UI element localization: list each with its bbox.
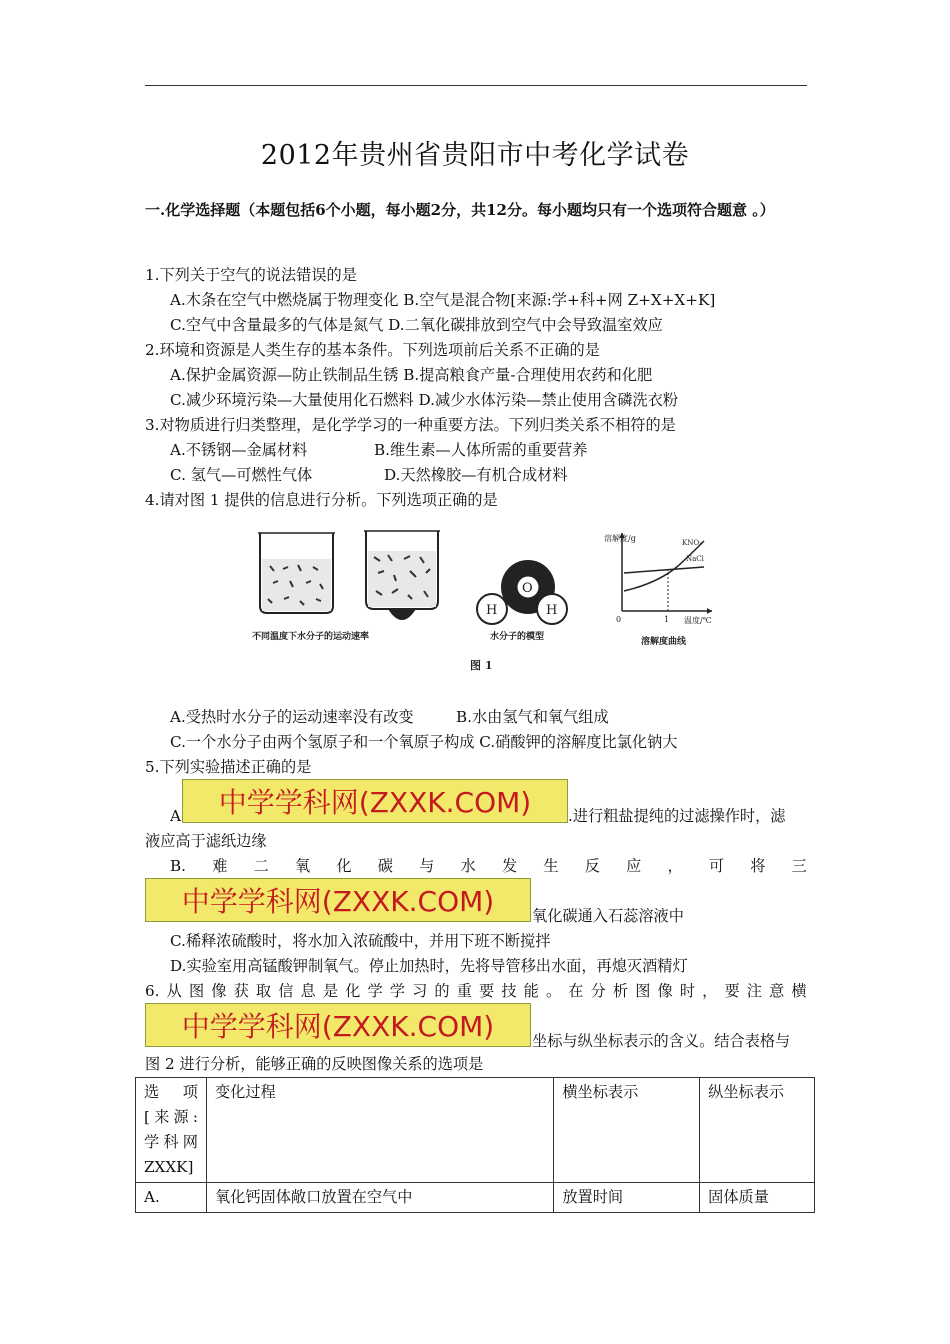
watermark-text: 中学学科网(ZXXK.COM) xyxy=(181,1010,495,1043)
table-cell-process: 氧化钙固体敞口放置在空气中 xyxy=(206,1183,553,1213)
table-row xyxy=(136,1183,815,1213)
q4-stem: 4.请对图 1 提供的信息进行分析。下列选项正确的是 xyxy=(145,491,498,509)
atom-o-label: O xyxy=(522,581,533,596)
beaker-cold xyxy=(258,533,335,613)
q5-option-b xyxy=(170,854,807,879)
q5-b-char: 将 xyxy=(750,857,766,875)
beaker-hot xyxy=(364,531,440,620)
q3-option-b: B.维生素—人体所需的重要营养 xyxy=(374,441,588,459)
q1-stem: 1.下列关于空气的说法错误的是 xyxy=(145,266,357,284)
curve-nacl-label: NaCl xyxy=(686,555,704,563)
q5-b-char: 发 xyxy=(501,857,518,875)
watermark-text: 中学学科网(ZXXK.COM) xyxy=(218,786,532,819)
table-cell-x-axis: 放置时间 xyxy=(554,1183,700,1213)
q6-cont-1: 坐标与纵坐标表示的含义。结合表格与 xyxy=(532,1032,791,1050)
q6-char: 分 xyxy=(590,982,606,1000)
q6-char: 学 xyxy=(389,982,405,1000)
q5-option-a-prefix: A xyxy=(170,807,181,825)
q5-b-char: B. xyxy=(170,857,186,875)
q5-b-char: 与 xyxy=(419,857,435,875)
q5-b-char: 难 xyxy=(212,857,228,875)
q6-char: 。 xyxy=(545,982,562,1000)
table-header-option-text: 选 项 [来源:学科网 ZXXK] xyxy=(144,1083,198,1176)
q5-b-char: 生 xyxy=(543,857,559,875)
q6-char: 析 xyxy=(612,982,629,1000)
table-header-y-axis: 纵坐标表示 xyxy=(700,1078,815,1183)
q6-stem xyxy=(145,979,807,1004)
q2-stem: 2.环境和资源是人类生存的基本条件。下列选项前后关系不正确的是 xyxy=(145,341,600,359)
q5-b-char: 碳 xyxy=(377,857,393,875)
page-title: 2012年贵州省贵阳市中考化学试卷 xyxy=(260,140,690,171)
q5-b-char: 可 xyxy=(708,857,725,875)
q6-char: 学 xyxy=(367,982,383,1000)
q6-char: 意 xyxy=(769,982,785,1000)
q5-option-d: D.实验室用高锰酸钾制氧气。停止加热时，先将导管移出水面，再熄灭酒精灯 xyxy=(170,957,688,975)
q6-char: 图 xyxy=(635,982,651,1000)
q5-b-char: 化 xyxy=(336,857,352,875)
q5-b-char: 反 xyxy=(584,857,600,875)
atom-h-left-label: H xyxy=(486,603,498,618)
q6-char: 时 xyxy=(679,982,695,1000)
q6-char: 要 xyxy=(479,982,495,1000)
watermark-banner xyxy=(145,878,531,922)
q3-option-c: C. 氢气—可燃性气体 xyxy=(170,466,313,484)
q6-char: 6. xyxy=(145,982,160,1000)
q6-char: 取 xyxy=(255,982,272,1000)
q5-option-a-text: .进行粗盐提纯的过滤操作时，滤 xyxy=(568,807,786,825)
section-heading: 一.化学选择题（本题包括6个小题，每小题2分，共12分。每小题均只有一个选项符合题意 。） xyxy=(145,201,775,219)
q6-char: 像 xyxy=(657,982,673,1000)
table-header-process: 变化过程 xyxy=(206,1078,553,1183)
q6-char: 能 xyxy=(523,982,539,1000)
q6-char: 息 xyxy=(300,982,316,1000)
solubility-curve xyxy=(604,533,712,625)
q6-char: 的 xyxy=(434,982,450,1000)
water-molecule-model xyxy=(477,560,567,624)
watermark-banner xyxy=(145,1003,531,1047)
axis-y-label: 溶解度/g xyxy=(604,534,636,543)
q6-char: 在 xyxy=(568,982,584,1000)
q2-options-cd: C.减少环境污染—大量使用化石燃料 D.减少水体污染—禁止使用含磷洗衣粉 xyxy=(170,391,679,409)
q6-char: 化 xyxy=(345,982,361,1000)
caption-beakers: 不同温度下水分子的运动速率 xyxy=(252,632,370,642)
q5-option-c: C.稀释浓硫酸时，将水加入浓硫酸中，并用下班不断搅拌 xyxy=(170,932,551,950)
q5-b-char: 水 xyxy=(460,857,476,875)
q6-char: 重 xyxy=(456,982,472,1000)
figure-label: 图 1 xyxy=(470,659,493,672)
q5-b-char: 二 xyxy=(253,857,269,875)
q4-option-a: A.受热时水分子的运动速率没有改变 xyxy=(170,708,414,726)
q5-b-char: 应 xyxy=(626,857,642,875)
table-header-x-axis: 横坐标表示 xyxy=(554,1078,700,1183)
q6-char: 获 xyxy=(233,982,249,1000)
curve-kno3-label: KNO₃ xyxy=(682,539,702,547)
options-table xyxy=(135,1077,815,1213)
q2-options-ab: A.保护金属资源—防止铁制品生锈 B.提高粮食产量-合理使用农药和化肥 xyxy=(170,366,653,384)
q6-char: 从 xyxy=(166,982,182,1000)
table-header-row xyxy=(136,1078,815,1183)
caption-molecule: 水分子的模型 xyxy=(490,632,545,642)
origin-label: 0 xyxy=(616,615,622,624)
q6-char: 是 xyxy=(322,982,338,1000)
watermark-banner xyxy=(182,779,568,823)
q6-char: 习 xyxy=(412,982,428,1000)
q6-char: 横 xyxy=(791,982,807,1000)
q6-char: 图 xyxy=(188,982,205,1000)
axis-x-label: 温度/℃ xyxy=(684,616,712,625)
table-header-option xyxy=(136,1078,207,1183)
tick-x-label: 1 xyxy=(664,615,670,624)
table-cell-y-axis: 固体质量 xyxy=(700,1183,815,1213)
q6-char: 技 xyxy=(501,982,517,1000)
watermark-text: 中学学科网(ZXXK.COM) xyxy=(181,885,495,918)
q5-b-char: 三 xyxy=(791,857,807,875)
q5-b-char: ， xyxy=(667,857,683,875)
q3-option-d: D.天然橡胶—有机合成材料 xyxy=(384,466,568,484)
q1-options-ab: A.木条在空气中燃烧属于物理变化 B.空气是混合物[来源:学+科+网 Z+X+X+K] xyxy=(170,291,716,309)
table-cell-option: A. xyxy=(136,1183,207,1213)
q4-option-b: B.水由氢气和氧气组成 xyxy=(456,708,609,726)
caption-curve: 溶解度曲线 xyxy=(641,637,687,647)
q3-stem: 3.对物质进行归类整理，是化学学习的一种重要方法。下列归类关系不相符的是 xyxy=(145,416,676,434)
q4-options-cd: C.一个水分子由两个氢原子和一个氧原子构成 C.硝酸钾的溶解度比氯化钠大 xyxy=(170,733,678,751)
header-rule xyxy=(145,85,807,86)
q5-option-b-cont: 氧化碳通入石蕊溶液中 xyxy=(532,907,684,925)
q6-char: 信 xyxy=(278,982,294,1000)
q6-char: 要 xyxy=(724,982,740,1000)
q5-option-a-cont: 液应高于滤纸边缘 xyxy=(145,832,267,850)
q6-char: ， xyxy=(702,982,718,1000)
q5-b-char: 氧 xyxy=(294,857,311,875)
q5-stem: 5.下列实验描述正确的是 xyxy=(145,758,312,776)
q6-char: 注 xyxy=(746,982,762,1000)
q6-char: 像 xyxy=(211,982,227,1000)
q6-cont-2: 图 2 进行分析，能够正确的反映图像关系的选项是 xyxy=(145,1055,484,1073)
q1-options-cd: C.空气中含量最多的气体是氮气 D.二氧化碳排放到空气中会导致温室效应 xyxy=(170,316,663,334)
atom-h-right-label: H xyxy=(546,603,558,618)
q3-option-a: A.不锈钢—金属材料 xyxy=(170,441,308,459)
figure-1 xyxy=(238,511,738,686)
